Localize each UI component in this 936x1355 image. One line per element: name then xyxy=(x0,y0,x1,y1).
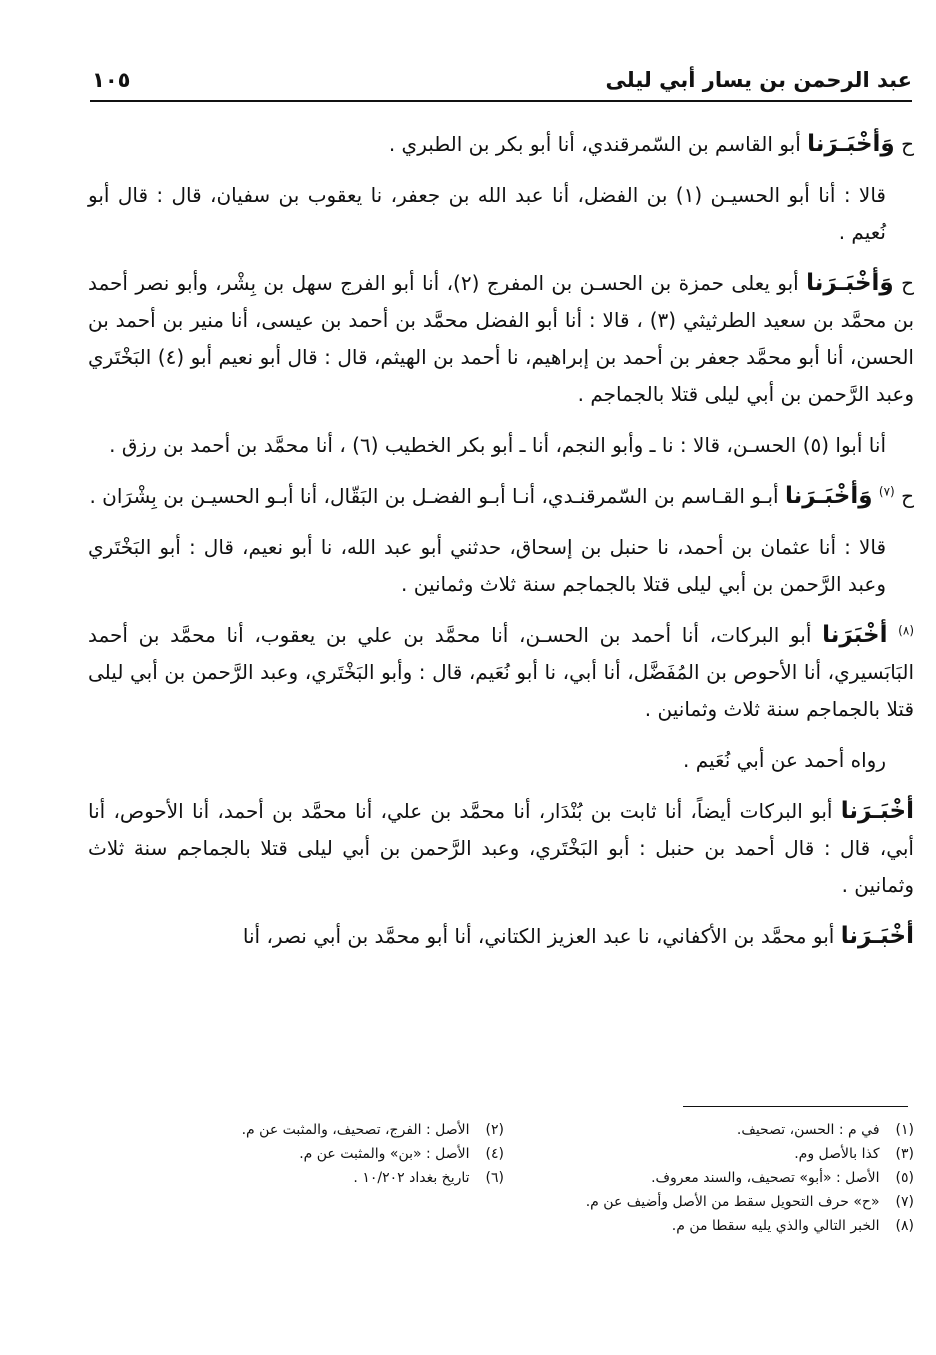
paragraph xyxy=(88,742,914,779)
body-text xyxy=(88,126,914,969)
footnote-text: الخبر التالي والذي يليه سقطا من م. xyxy=(671,1218,880,1234)
footnote-number: (٢) xyxy=(485,1122,504,1138)
footnote-number: (١) xyxy=(895,1122,914,1138)
paragraph-lead: ح xyxy=(901,132,914,156)
paragraph-lead: ح xyxy=(901,484,914,508)
running-title: عبد الرحمن بن يسار أبي ليلى xyxy=(605,68,912,92)
paragraph xyxy=(88,478,914,515)
paragraph-text: أبو البركات أيضاً، أنا ثابت بن بُنْدَار، أنا محمَّد بن علي، أنا محمَّد بن أحمد، أنا الأحوص، أنا أبي، قال : قال أحمد بن حنبل : أبو البَخْتَري، وعبد الرَّحمن بن أبي ليلى قتلا بالجماجم سنة ثلاث وثمانين . xyxy=(88,799,914,897)
footnote-number: (٥) xyxy=(895,1170,914,1186)
footnote xyxy=(672,1216,914,1236)
footnote xyxy=(586,1192,914,1212)
footnote-number: (٣) xyxy=(895,1146,914,1162)
footnote xyxy=(651,1168,914,1188)
narration-keyword: أخْبَرَنا xyxy=(822,622,888,648)
footnote-number: (٤) xyxy=(485,1146,504,1162)
paragraph-text: رواه أحمد عن أبي نُعَيم . xyxy=(683,748,886,772)
footnote-text: الأصل : «بن» والمثبت عن م. xyxy=(299,1146,470,1162)
footnote-text: كذا بالأصل وم. xyxy=(794,1146,880,1162)
footnote xyxy=(737,1120,914,1140)
paragraph xyxy=(88,793,914,904)
page-number: ١٠٥ xyxy=(92,68,131,92)
paragraph-lead: ح xyxy=(901,271,914,295)
narration-keyword: وَأخْبَـرَنا xyxy=(784,483,873,509)
narration-keyword: أخْبَـرَنا xyxy=(840,923,914,949)
paragraph xyxy=(88,918,914,955)
paragraph-text: أبو يعلى حمزة بن الحسـن بن المفرج (٢)، أنا أبو الفرج سهل بن بِشْر، وأبو نصر أحمد بن محمَّد بن سعيد الطرثيثي (٣) ، قالا : أنا أبو الفضل محمَّد بن أحمد بن عيسى، أنا منير بن أحمد بن الحسن، أنا أبو محمَّد جعفر بن أحمد بن إبراهيم، نا أحمد بن الهيثم، قال : قال أبو نعيم أبو (٤) البَخْتَري وعبد الرَّحمن بن أبي ليلى قتلا بالجماجم . xyxy=(88,271,915,406)
footnote-ref: (٨) xyxy=(898,623,914,638)
paragraph-text: أنا أبوا (٥) الحسـن، قالا : نا ـ وأبو النجم، أنا ـ أبو بكر الخطيب (٦) ، أنا محمَّد بن أحمد بن رزق . xyxy=(109,433,886,457)
narration-keyword: أخْبَـرَنا xyxy=(840,798,914,824)
narration-keyword: وَأخْبَـرَنا xyxy=(807,131,895,157)
footnote-text: «ح» حرف التحويل سقط من الأصل وأضيف عن م. xyxy=(585,1194,880,1210)
page-header xyxy=(90,62,912,102)
paragraph-text: أبو البركات، أنا أحمد بن الحسـن، أنا محمَّد بن علي بن يعقوب، أنا محمَّد بن أحمد البَابَسيري، أنا الأحوص بن المُفَضَّل، أنا أبي، نا أبو نُعَيم، قال : وأبو البَخْتَري، وعبد الرَّحمن بن أبي ليلى قتلا بالجماجم سنة ثلاث وثمانين . xyxy=(88,623,914,721)
footnote-text: الأصل : الفرج، تصحيف، والمثبت عن م. xyxy=(241,1122,470,1138)
footnote xyxy=(353,1168,504,1188)
footnote-text: تاريخ بغداد ١٠/٢٠٢ . xyxy=(353,1170,470,1186)
footnote-text: الأصل : «أبو» تصحيف، والسند معروف. xyxy=(651,1170,880,1186)
footnote-text: في م : الحسن، تصحيف. xyxy=(736,1122,880,1138)
footnote xyxy=(794,1144,914,1164)
paragraph xyxy=(88,617,914,728)
paragraph-text: قالا : أنا أبو الحسيـن (١) بن الفضل، أنا عبد الله بن جعفر، نا يعقوب بن سفيان، قال : قال أبو نُعيم . xyxy=(88,183,886,244)
paragraph xyxy=(88,529,914,603)
paragraph-text: أبـو القـاسم بن السّمرقنـدي، أنـا أبـو الفضـل بن البَقّال، أنا أبـو الحسيـن بن بِشْرَان . xyxy=(89,484,779,508)
paragraph-text: أبو محمَّد بن الأكفاني، نا عبد العزيز الكتاني، أنا أبو محمَّد بن أبي نصر، أنا xyxy=(242,924,835,948)
footnote-ref: (٧) xyxy=(878,484,895,499)
footnote-separator xyxy=(683,1106,908,1107)
footnote xyxy=(242,1120,504,1140)
header-rule xyxy=(90,100,912,102)
narration-keyword: وَأخْبَـرَنا xyxy=(806,270,894,296)
paragraph xyxy=(88,177,914,251)
paragraph-text: أبو القاسم بن السّمرقندي، أنا أبو بكر بن الطبري . xyxy=(388,132,801,156)
paragraph xyxy=(88,126,914,163)
paragraph-text: قالا : أنا عثمان بن أحمد، نا حنبل بن إسحاق، حدثني أبو عبد الله، نا أبو نعيم، قال : أبو البَخْتَري وعبد الرَّحمن بن أبي ليلى قتلا بالجماجم سنة ثلاث وثمانين . xyxy=(88,535,886,596)
paragraph xyxy=(88,427,914,464)
footnote-number: (٦) xyxy=(485,1170,504,1186)
footnote xyxy=(299,1144,504,1164)
footnote-number: (٨) xyxy=(895,1218,914,1234)
footnotes xyxy=(88,1120,914,1290)
paragraph xyxy=(88,265,914,413)
footnote-number: (٧) xyxy=(895,1194,914,1210)
